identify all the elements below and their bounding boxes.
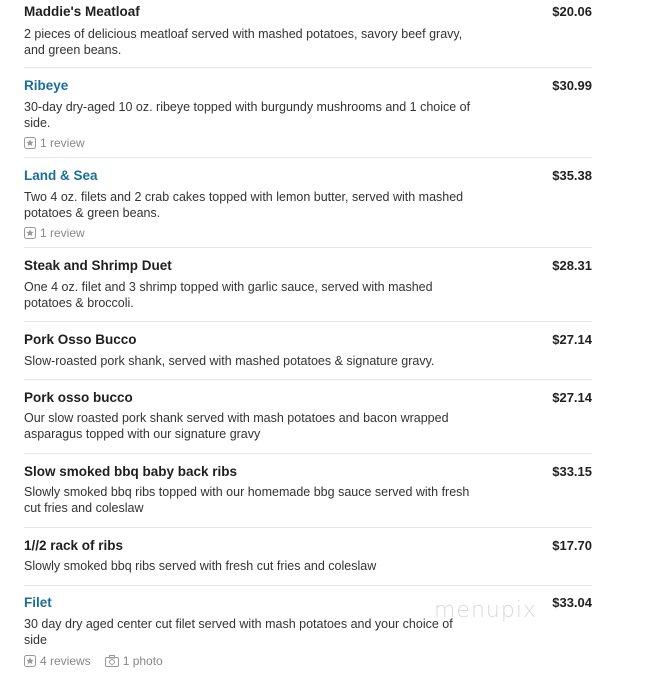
item-description: One 4 oz. filet and 3 shrimp topped with garlic sauce, served with mashed potatoes & broccoli. [24, 280, 433, 310]
item-price: $30.99 [552, 78, 592, 93]
reviews-count: 1 review [40, 136, 85, 150]
star-badge-icon [24, 137, 36, 149]
item-price: $27.14 [552, 390, 592, 405]
photos-link[interactable] [105, 654, 163, 668]
reviews-link[interactable] [24, 226, 85, 240]
item-description: Two 4 oz. filets and 2 crab cakes topped with lemon butter, served with mashed potatoes & green beans. [24, 190, 464, 220]
item-name: Pork Osso Bucco [24, 332, 137, 347]
divider [24, 585, 592, 586]
divider [24, 379, 592, 380]
item-price: $27.14 [552, 332, 592, 347]
item-name: Pork osso bucco [24, 390, 133, 405]
item-name-link[interactable]: Land & Sea [24, 168, 98, 183]
reviews-count: 1 review [40, 226, 85, 240]
item-name: Slow smoked bbq baby back ribs [24, 464, 238, 479]
divider [24, 67, 592, 68]
reviews-count: 4 reviews [40, 654, 91, 668]
item-description: 30 day dry aged center cut filet served with mash potatoes and your choice of side [24, 617, 453, 647]
item-meta [24, 654, 163, 668]
item-description: Slowly smoked bbq ribs served with fresh cut fries and coleslaw [24, 559, 377, 573]
item-name: Maddie's Meatloaf [24, 4, 140, 19]
item-description: Slow-roasted pork shank, served with mashed potatoes & signature gravy. [24, 354, 435, 368]
item-name: Steak and Shrimp Duet [24, 258, 172, 273]
divider [24, 157, 592, 158]
item-price: $35.38 [552, 168, 592, 183]
item-name: 1//2 rack of ribs [24, 538, 124, 553]
item-name-link[interactable]: Ribeye [24, 78, 69, 93]
item-description: 2 pieces of delicious meatloaf served with mashed potatoes, savory beef gravy, and green beans. [24, 27, 463, 57]
star-badge-icon [24, 655, 36, 667]
item-price: $17.70 [552, 538, 592, 553]
reviews-link[interactable] [24, 136, 85, 150]
item-price: $33.04 [552, 595, 592, 610]
reviews-link[interactable] [24, 654, 91, 668]
item-meta [24, 136, 85, 150]
item-price: $28.31 [552, 258, 592, 273]
divider [24, 321, 592, 322]
camera-icon [105, 655, 119, 667]
item-description: Our slow roasted pork shank served with mash potatoes and bacon wrapped asparagus topped with our signature gravy [24, 411, 449, 441]
photos-count: 1 photo [122, 654, 163, 668]
watermark-logo: menupix [434, 598, 537, 623]
divider [24, 453, 592, 454]
item-meta [24, 226, 85, 240]
item-description: 30-day dry-aged 10 oz. ribeye topped with burgundy mushrooms and 1 choice of side. [24, 100, 471, 130]
item-price: $20.06 [552, 4, 592, 19]
item-description: Slowly smoked bbq ribs topped with our homemade bbg sauce served with fresh cut fries and coleslaw [24, 485, 470, 515]
divider [24, 247, 592, 248]
item-price: $33.15 [552, 464, 592, 479]
divider [24, 527, 592, 528]
star-badge-icon [24, 227, 36, 239]
item-name-link[interactable]: Filet [24, 595, 52, 610]
